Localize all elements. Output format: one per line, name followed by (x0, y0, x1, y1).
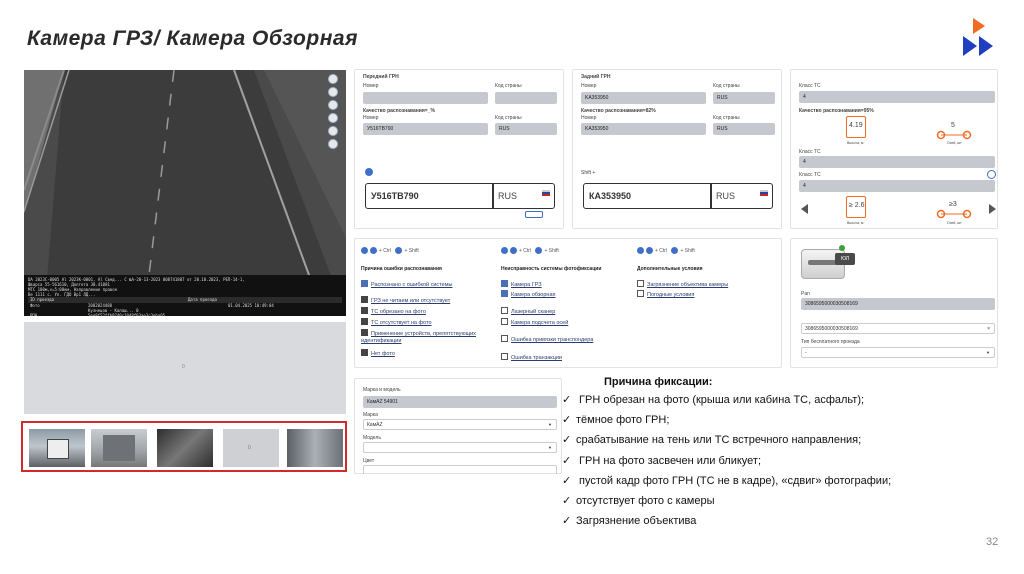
thumbnail-truck-rear[interactable] (91, 429, 147, 467)
thumbnail-strip (21, 421, 347, 472)
clear-icon[interactable]: × (987, 326, 990, 332)
thumbnail-empty[interactable] (223, 429, 279, 467)
cell: 5ee8f52ffb9740c1048f03ae3c3eba05 (88, 313, 166, 316)
conditions-section-title: Дополнительные условия (637, 266, 703, 272)
error-checkbox-plate-unreadable[interactable]: ГРЗ не читаем или отсутствует (361, 296, 450, 304)
front-number-input[interactable]: У516ТВ790 (363, 123, 488, 135)
reason-item: ✓ ГРН обрезан на фото (крыша или кабина ТС, асфальт); (562, 394, 865, 406)
class-label: Класс ТС (799, 172, 821, 178)
model-select[interactable] (363, 442, 557, 453)
col-id: ID проезда (30, 297, 55, 302)
front-country-input[interactable]: RUS (495, 123, 557, 135)
next-arrow-icon[interactable] (989, 204, 996, 214)
vehicle-model-panel (354, 378, 562, 474)
prev-arrow-icon[interactable] (801, 204, 808, 214)
check-icon: ✓ (562, 515, 572, 527)
error-checkbox-devices-cont: идентификации (361, 338, 402, 344)
class-input-2[interactable]: 4 (799, 156, 995, 168)
legal-entity-badge: ЮЛ (835, 253, 855, 265)
malfunction-section-title: Неисправность системы фотофиксации (501, 266, 602, 272)
check-icon: ✓ (562, 475, 572, 487)
height-value: ≥ 2.6 (849, 202, 865, 209)
axles-icon (936, 130, 972, 140)
reasons-title: Причина фиксации: (604, 376, 713, 388)
brand-select[interactable] (363, 419, 557, 430)
camera-image[interactable] (24, 70, 346, 316)
vehicle-class-panel (790, 69, 998, 229)
error-checkbox-system[interactable]: Распознано с ошибкой системы (361, 280, 452, 288)
plate-region: RUS (716, 191, 736, 201)
shift-hotkey-label: Shift + (581, 170, 596, 176)
color-label: Цвет (363, 458, 375, 464)
malfunction-checkbox-transaction[interactable]: Ошибка транзакции (501, 353, 562, 361)
front-plate-panel (354, 69, 564, 229)
camera-info-overlay (24, 275, 346, 316)
thumbnail-label: 0 (248, 445, 251, 451)
number-label: Номер (581, 83, 597, 89)
check-icon: ✓ (562, 434, 572, 446)
error-section-title: Причина ошибки распознавания (361, 266, 442, 272)
zoom-out-button[interactable] (328, 87, 338, 97)
free-pass-label: Тип бесплатного проезда (801, 339, 860, 345)
camera-table-row (28, 303, 342, 313)
brand-value: КамАZ (367, 422, 383, 428)
reason-item: ✓ пустой кадр фото ГРН (ТС не в кадре), «сдвиг» фотографии; (562, 475, 892, 487)
check-icon: ✓ (562, 495, 572, 507)
rear-number-input-top[interactable]: KA353950 (581, 92, 706, 104)
rear-plate-panel (572, 69, 782, 229)
reset-button[interactable] (328, 139, 338, 149)
info-line: Шварса 55-561610, Долгота 38.41081 (28, 282, 110, 287)
camera-table-row (28, 313, 342, 316)
cell: Фото (30, 303, 40, 308)
pan-label: Pan (801, 291, 810, 297)
number-label: Номер (581, 115, 597, 121)
transponder-panel (790, 238, 998, 368)
reason-item: ✓ ГРН на фото засвечен или бликует; (562, 455, 762, 467)
check-icon: ✓ (562, 394, 572, 406)
class-input[interactable]: 4 (799, 91, 995, 103)
contrast-button[interactable] (328, 126, 338, 136)
info-line: МТС 100м,v=5:00км, Направление правое (28, 287, 118, 292)
axles-value: ≥3 (949, 201, 957, 208)
class-label: Класс ТС (799, 149, 821, 155)
front-plate-header: Передний ГРН (363, 74, 399, 80)
country-label: Код страны (495, 83, 522, 89)
rear-country-input[interactable]: RUS (713, 123, 775, 135)
chevron-down-icon: ▼ (548, 445, 552, 450)
number-label: Номер (363, 83, 379, 89)
pan-input-text: 3086595000030508169 (805, 326, 858, 332)
rear-plate-header: Задний ГРН (581, 74, 611, 80)
brand-label: Марка (363, 412, 378, 418)
russia-flag-icon (542, 190, 550, 196)
cell: 01.04.2025 10:49:04 (228, 303, 274, 308)
cell: РПН (30, 313, 38, 316)
col-date: Дата проезда (188, 297, 217, 302)
country-label: Код страны (713, 115, 740, 121)
reason-item: ✓ срабатывание на тень или ТС встречного направления; (562, 434, 862, 446)
chevron-down-icon: ▼ (548, 422, 552, 427)
color-select[interactable] (363, 465, 557, 474)
hotkey-hint: + Ctrl + Shift (501, 247, 559, 254)
status-dot-icon (839, 245, 845, 251)
front-plate-display (365, 183, 555, 209)
brightness-button[interactable] (328, 113, 338, 123)
collapse-icon[interactable] (987, 170, 996, 179)
malfunction-checkbox-transponder[interactable]: Ошибка привязки транспондера (501, 335, 593, 343)
error-checkbox-vehicle-missing[interactable]: ТС отсутствует на фото (361, 318, 432, 326)
height-value: 4.19 (849, 122, 863, 129)
check-icon: ✓ (562, 414, 572, 426)
rear-plate-display (583, 183, 773, 209)
zoom-in-button[interactable] (328, 74, 338, 84)
free-pass-select[interactable] (801, 347, 995, 358)
cell: 2082024488 (88, 303, 113, 308)
malfunction-checkbox-axle-camera[interactable]: Камера подсчета осей (501, 318, 568, 326)
thumbnail-plate[interactable] (287, 429, 343, 467)
reason-item: ✓ Загрязнение объектива (562, 515, 697, 527)
placeholder-label: 0 (182, 364, 185, 370)
error-reasons-panel (354, 238, 782, 368)
plate-divider (492, 184, 494, 208)
front-country-input-empty[interactable] (495, 92, 557, 104)
page-number: 32 (986, 536, 999, 548)
secondary-image-placeholder[interactable] (24, 322, 346, 414)
thumbnail-truck-front[interactable] (29, 429, 85, 467)
info-icon[interactable] (365, 168, 373, 176)
axles-label: Осей, шт (947, 141, 962, 145)
thumbnail-road[interactable] (157, 429, 213, 467)
plate-region: RUS (498, 191, 518, 201)
malfunction-checkbox-laser[interactable]: Лазерный сканер (501, 307, 555, 315)
rotate-button[interactable] (328, 100, 338, 110)
hotkey-hint: + Ctrl + Shift (637, 247, 695, 254)
make-model-field[interactable]: КамAZ 54901 (363, 396, 557, 408)
height-label: Высота, м (847, 221, 864, 225)
reason-item: ✓ тёмное фото ГРН; (562, 414, 670, 426)
front-number-input-empty[interactable] (363, 92, 488, 104)
chevron-down-icon: ▼ (986, 350, 990, 355)
rear-number-input[interactable]: KA353950 (581, 123, 706, 135)
axles-value: 5 (951, 122, 955, 129)
reason-item: ✓ отсутствует фото с камеры (562, 495, 715, 507)
slide-title: Камера ГРЗ/ Камера Обзорная (27, 27, 358, 50)
pan-value-field[interactable]: 3086595000030508169 (801, 298, 995, 310)
pan-input[interactable] (801, 323, 995, 334)
error-checkbox-vehicle-cut[interactable]: ТС обрезано на фото (361, 307, 426, 315)
quality-label: Качество распознавания=_% (363, 108, 435, 114)
brand-logo-icon (955, 14, 1005, 64)
quality-label: Качество распознавания=82% (581, 108, 656, 114)
model-label: Модель (363, 435, 381, 441)
plate-divider (710, 184, 712, 208)
info-line: Ве 1111 с. Ул. ГДО Вр1 ЛД... (28, 292, 96, 297)
rear-country-input-top[interactable]: RUS (713, 92, 775, 104)
number-label: Номер (363, 115, 379, 121)
hotkey-hint: + Ctrl + Shift (361, 247, 419, 254)
class-label: Класс ТС (799, 83, 821, 89)
class-input-3[interactable]: 4 (799, 180, 995, 192)
cell: Кузнецов - Калаш... 0 (88, 308, 139, 313)
free-pass-value: - (805, 350, 807, 356)
plate-number: КА353950 (589, 191, 632, 201)
check-icon: ✓ (562, 455, 572, 467)
plate-toggle-icon[interactable] (525, 211, 543, 218)
make-model-label: Марка и модель (363, 387, 401, 393)
country-label: Код страны (495, 115, 522, 121)
malfunction-checkbox-overview-camera[interactable]: Камера обзорная (501, 290, 556, 298)
russia-flag-icon (760, 190, 768, 196)
plate-number: У516ТВ790 (371, 191, 419, 201)
condition-checkbox-lens[interactable]: Загрязнение объектива камеры (637, 280, 728, 288)
error-checkbox-devices[interactable]: Применение устройств, препятствующих (361, 329, 476, 337)
height-label: Высота, м (847, 141, 864, 145)
quality-label: Качество распознавания=95% (799, 108, 874, 114)
condition-checkbox-weather[interactable]: Погодные условия (637, 290, 694, 298)
axles-label: Осей, шт (947, 221, 962, 225)
axles-icon (936, 209, 972, 219)
info-line: DA 2023C-0005 Al 2023K-0001, Al Свед... С №A-20-13-2023 008741887 от 20.10.2023, PЕП-14-1, (28, 277, 245, 282)
country-label: Код страны (713, 83, 740, 89)
error-checkbox-no-photo[interactable]: Нет фото (361, 349, 395, 357)
malfunction-checkbox-plate-camera[interactable]: Камера ГРЗ (501, 280, 542, 288)
